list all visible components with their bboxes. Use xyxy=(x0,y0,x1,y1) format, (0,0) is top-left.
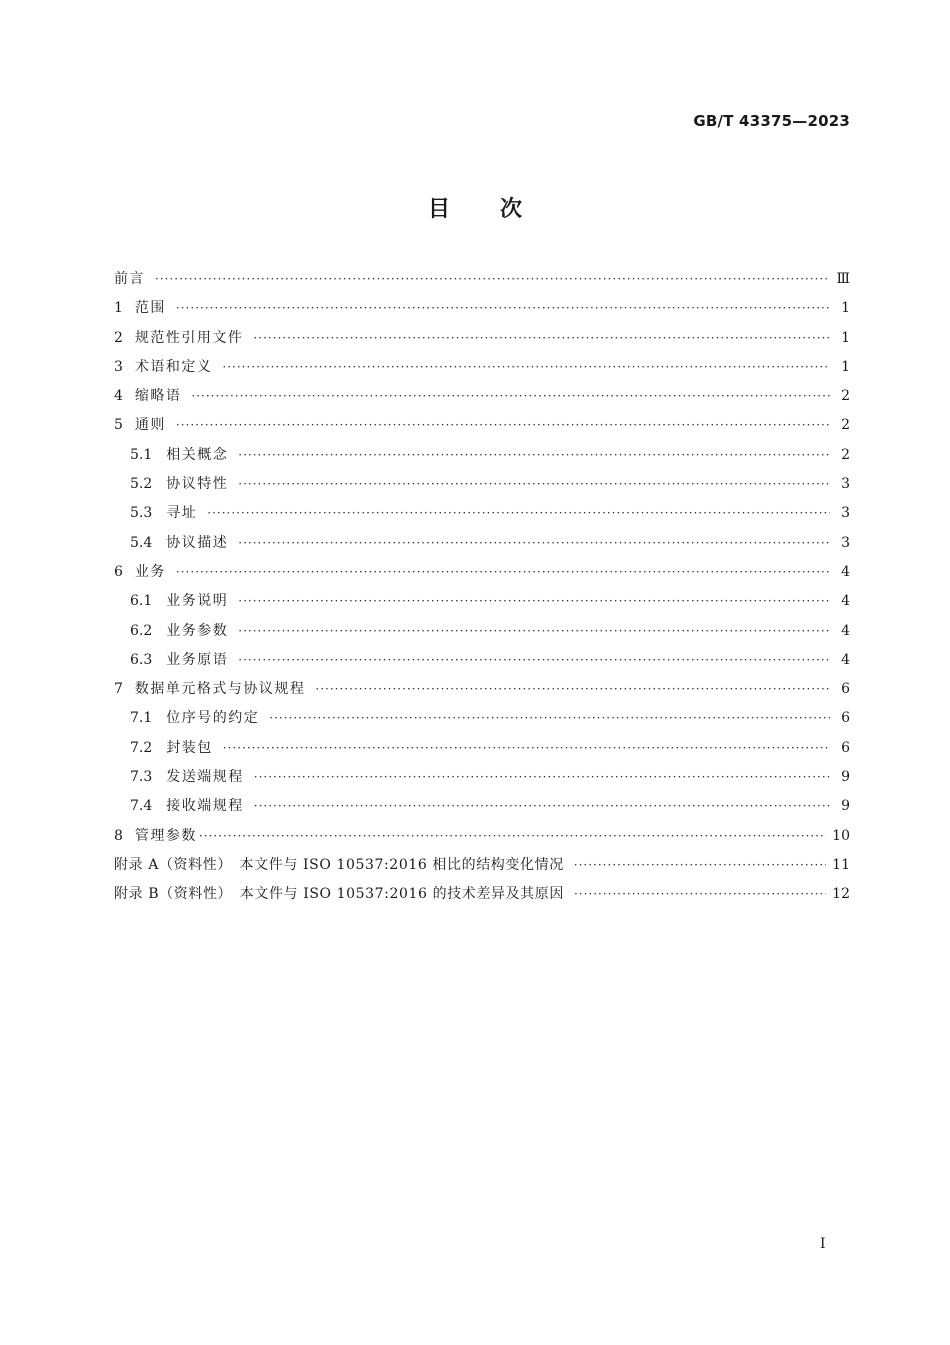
dot-leader xyxy=(254,799,830,813)
dot-leader xyxy=(176,565,830,579)
toc-entry-page: 9 xyxy=(841,769,850,786)
dot-leader xyxy=(155,272,830,286)
toc-entry-page: 4 xyxy=(841,622,850,639)
toc-entry-6-2[interactable] xyxy=(114,620,850,649)
toc-entry-page: 1 xyxy=(841,329,850,346)
dot-leader xyxy=(223,741,830,755)
footer-page-number: I xyxy=(820,1236,826,1252)
toc-entry-title: 封装包 xyxy=(166,739,213,756)
dot-leader xyxy=(269,711,830,725)
dot-leader xyxy=(238,536,830,550)
toc-entry-number: 7.4 xyxy=(130,798,153,815)
toc-entry-number: 3 xyxy=(114,358,123,375)
toc-entry-page: Ⅲ xyxy=(836,271,850,287)
toc-entry-7-1[interactable] xyxy=(114,707,850,736)
toc-entry-number: 7 xyxy=(114,681,123,698)
dot-leader xyxy=(207,506,830,520)
toc-entry-page: 11 xyxy=(832,856,850,873)
toc-entry-5-4[interactable] xyxy=(114,532,850,561)
toc-entry-3[interactable] xyxy=(114,356,850,385)
toc-entry-title: 发送端规程 xyxy=(166,769,244,786)
toc-entry-title: 术语和定义 xyxy=(134,358,213,375)
dot-leader xyxy=(315,682,830,696)
toc-entry-title: 业务参数 xyxy=(166,622,229,639)
dot-leader xyxy=(253,331,830,345)
toc-entry-number: 5.2 xyxy=(130,476,153,493)
toc-entry-page: 3 xyxy=(841,505,850,522)
toc-entry-foreword[interactable] xyxy=(114,268,850,297)
toc-entry-title: 寻址 xyxy=(166,505,198,522)
dot-leader xyxy=(238,477,830,491)
toc-entry-4[interactable] xyxy=(114,385,850,414)
toc-entry-6-3[interactable] xyxy=(114,649,850,678)
dot-leader xyxy=(191,389,830,403)
toc-entry-5-1[interactable] xyxy=(114,444,850,473)
toc-entry-annex-b[interactable] xyxy=(114,883,850,912)
toc-entry-title: 位序号的约定 xyxy=(166,710,260,727)
toc-entry-page: 12 xyxy=(832,886,850,903)
toc-entry-number: 2 xyxy=(114,329,123,346)
toc-entry-page: 9 xyxy=(841,798,850,815)
toc-entry-page: 1 xyxy=(841,300,850,317)
dot-leader xyxy=(238,624,830,638)
toc-entry-number: 5 xyxy=(114,417,123,434)
toc-entry-page: 4 xyxy=(841,651,850,668)
toc-entry-page: 2 xyxy=(841,388,850,405)
toc-entry-7-3[interactable] xyxy=(114,766,850,795)
dot-leader xyxy=(574,887,826,901)
document-code: GB/T 43375—2023 xyxy=(693,112,850,130)
dot-leader xyxy=(254,770,830,784)
toc-entry-title: 协议描述 xyxy=(166,534,229,551)
dot-leader xyxy=(199,829,826,843)
toc-entry-title: 业务说明 xyxy=(166,593,229,610)
toc-entry-8[interactable] xyxy=(114,825,850,854)
toc-entry-title: 附录 B（资料性） 本文件与 ISO 10537:2016 的技术差异及其原因 xyxy=(114,886,564,903)
toc-entry-page: 1 xyxy=(841,358,850,375)
toc-entry-title: 范围 xyxy=(134,300,166,317)
toc-entry-title: 缩略语 xyxy=(134,388,182,405)
toc-entry-page: 4 xyxy=(841,593,850,610)
toc-entry-number: 6.2 xyxy=(130,622,153,639)
toc-entry-number: 7.1 xyxy=(130,710,153,727)
table-of-contents xyxy=(114,268,850,913)
toc-entry-title: 管理参数 xyxy=(134,827,197,844)
dot-leader xyxy=(238,594,830,608)
toc-entry-number: 5.3 xyxy=(130,505,153,522)
toc-entry-1[interactable] xyxy=(114,297,850,326)
toc-entry-7-2[interactable] xyxy=(114,737,850,766)
toc-entry-number: 4 xyxy=(114,388,123,405)
toc-entry-number: 6.3 xyxy=(130,651,153,668)
toc-entry-page: 6 xyxy=(841,710,850,727)
toc-entry-page: 6 xyxy=(841,739,850,756)
toc-entry-7[interactable] xyxy=(114,678,850,707)
toc-entry-6[interactable] xyxy=(114,561,850,590)
toc-entry-page: 2 xyxy=(841,417,850,434)
toc-entry-page: 3 xyxy=(841,476,850,493)
toc-entry-5-2[interactable] xyxy=(114,473,850,502)
dot-leader xyxy=(222,360,830,374)
toc-entry-title: 附录 A（资料性） 本文件与 ISO 10537:2016 相比的结构变化情况 xyxy=(114,856,564,873)
toc-entry-number: 5.4 xyxy=(130,534,153,551)
toc-entry-title: 数据单元格式与协议规程 xyxy=(134,681,306,698)
toc-entry-number: 6.1 xyxy=(130,593,153,610)
toc-entry-number: 5.1 xyxy=(130,446,153,463)
toc-entry-5[interactable] xyxy=(114,414,850,443)
toc-entry-2[interactable] xyxy=(114,327,850,356)
toc-entry-5-3[interactable] xyxy=(114,502,850,531)
dot-leader xyxy=(176,418,830,432)
toc-entry-page: 3 xyxy=(841,534,850,551)
toc-entry-page: 10 xyxy=(832,827,850,844)
toc-entry-title: 接收端规程 xyxy=(166,798,244,815)
toc-entry-page: 6 xyxy=(841,681,850,698)
toc-entry-title: 相关概念 xyxy=(166,446,229,463)
toc-entry-annex-a[interactable] xyxy=(114,854,850,883)
toc-entry-page: 4 xyxy=(841,563,850,580)
toc-entry-7-4[interactable] xyxy=(114,795,850,824)
toc-entry-6-1[interactable] xyxy=(114,590,850,619)
toc-entry-title: 协议特性 xyxy=(166,476,229,493)
dot-leader xyxy=(238,653,830,667)
toc-entry-number: 7.2 xyxy=(130,739,153,756)
toc-entry-number: 6 xyxy=(114,563,123,580)
page-title: 目次 xyxy=(427,197,572,222)
toc-entry-page: 2 xyxy=(841,446,850,463)
dot-leader xyxy=(176,301,830,315)
toc-entry-title: 通则 xyxy=(134,417,166,434)
toc-entry-title: 业务原语 xyxy=(166,651,229,668)
toc-entry-number: 8 xyxy=(114,827,123,844)
dot-leader xyxy=(238,448,830,462)
dot-leader xyxy=(574,858,826,872)
toc-entry-title: 业务 xyxy=(134,563,166,580)
toc-entry-number: 1 xyxy=(114,300,123,317)
toc-entry-number: 7.3 xyxy=(130,769,153,786)
toc-entry-title: 规范性引用文件 xyxy=(134,329,244,346)
toc-entry-title: 前言 xyxy=(114,271,145,287)
